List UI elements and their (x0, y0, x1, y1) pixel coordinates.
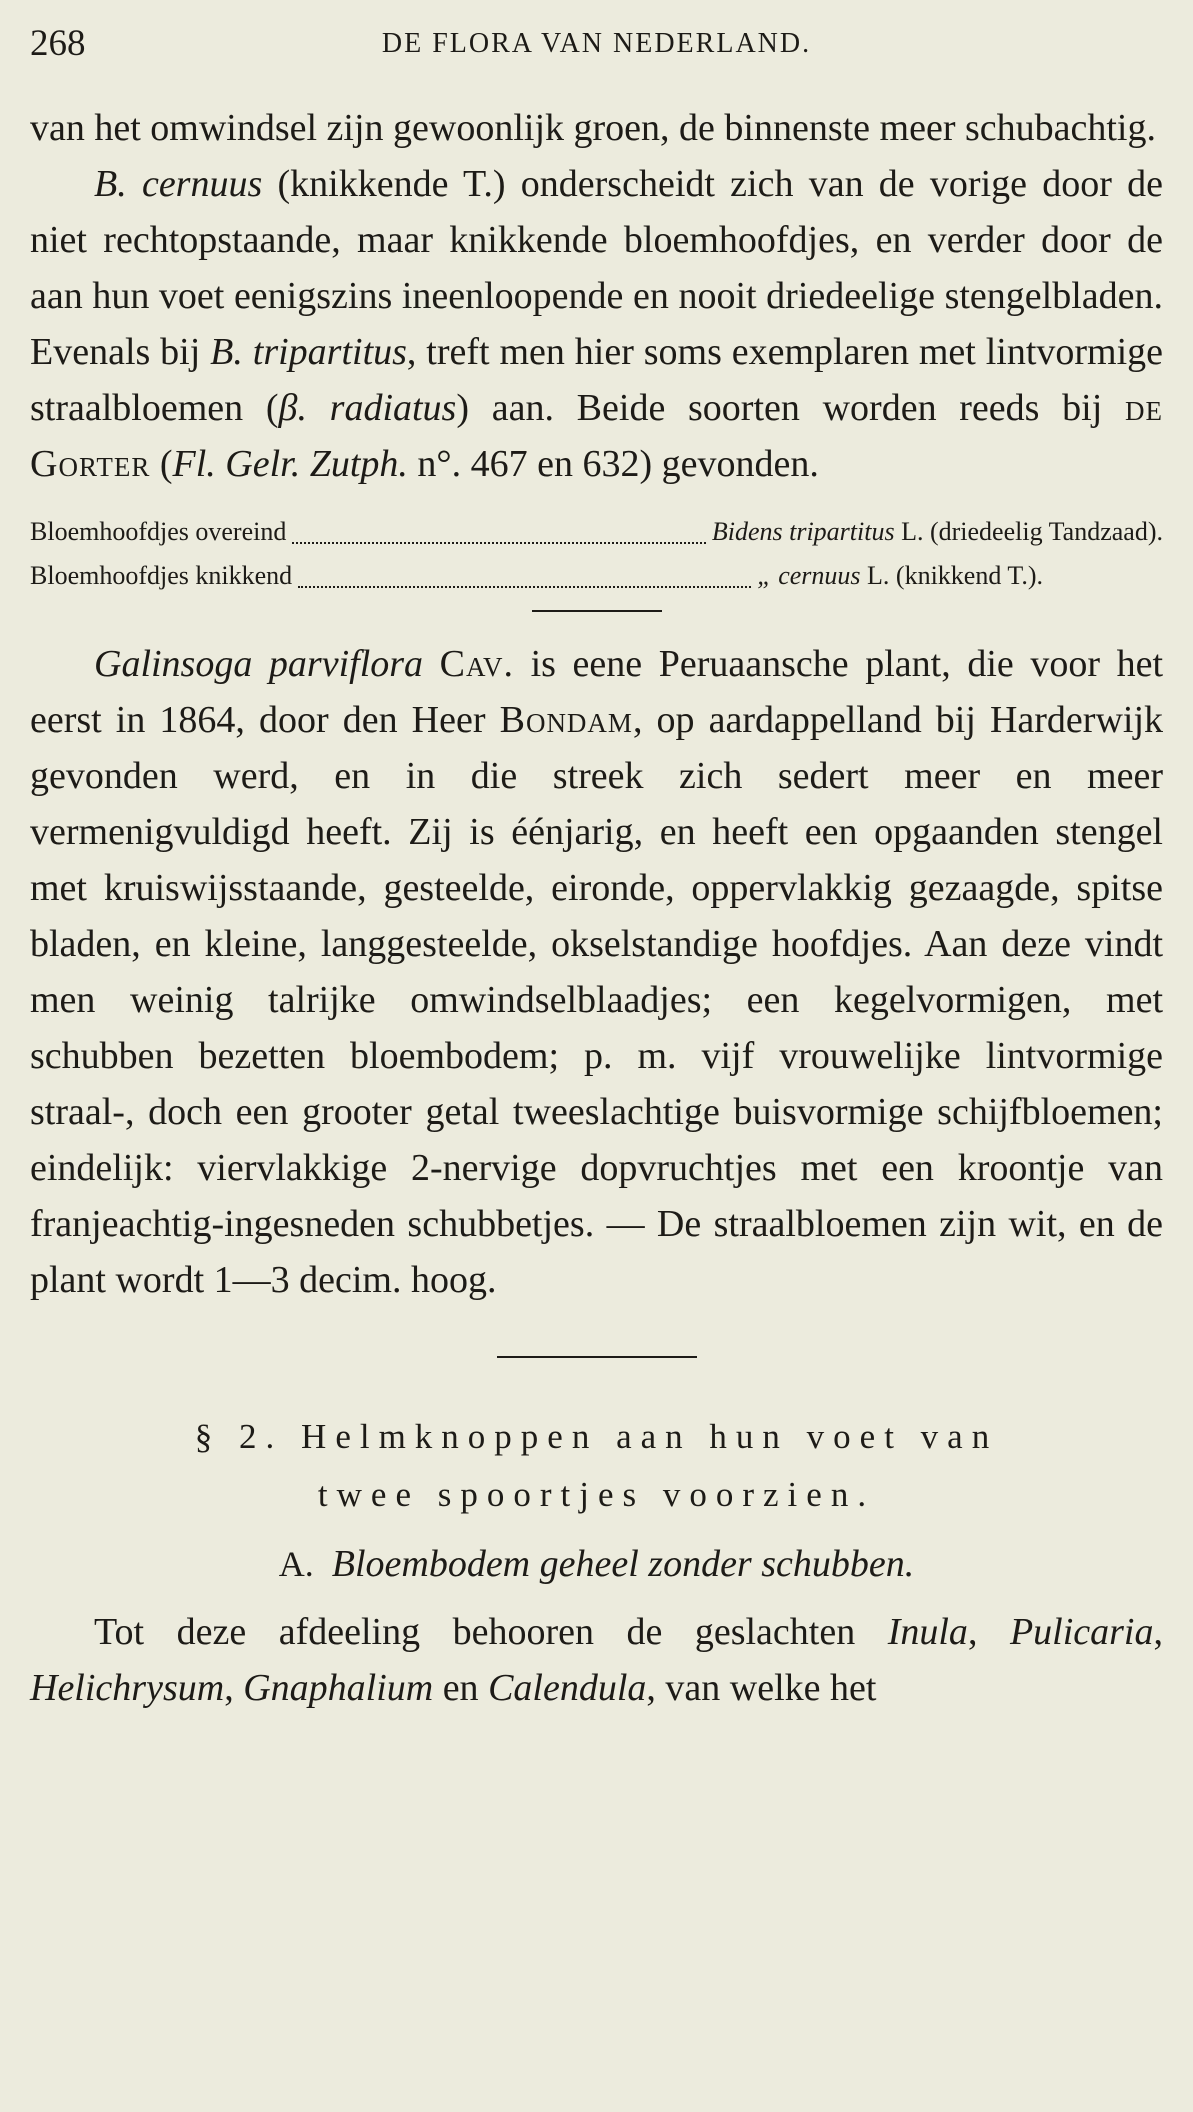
paragraph-text: Tot deze afdeeling behooren de geslachten (94, 1611, 888, 1653)
species-name: Bidens tripartitus (711, 517, 895, 546)
author-name: Cav. (439, 643, 515, 685)
separator: , (224, 1667, 244, 1709)
species-name: B. cernuus (94, 163, 263, 205)
paragraph-text: en (433, 1667, 489, 1709)
key-row (30, 554, 1163, 598)
section-heading-line: § 2. Helmknoppen aan hun voet van (194, 1417, 999, 1456)
work-title: Fl. Gelr. Zutph. (172, 443, 408, 485)
paragraph-text: , treft men hier soms exemplaren met lintvormige straalbloemen ( (30, 331, 1164, 429)
subsection-letter: A. (278, 1544, 314, 1584)
divider-rule (497, 1356, 697, 1358)
separator: , (1153, 1611, 1163, 1653)
key-condition: Bloemhoofdjes knikkend (30, 561, 293, 590)
paragraph-text: ( (150, 443, 173, 485)
genus-name: Calendula (488, 1667, 647, 1709)
page-header (30, 22, 1163, 72)
paragraph-text: n°. 467 en 632) gevonden. (407, 443, 819, 485)
paragraph-text: , op aardappelland bij Harderwijk gevonden werd, en in die streek zich sedert meer en meer vermenigvuldigd heeft. Zij is éénjarig, en heeft een opgaanden stengel met kruiswijsstaande, gesteelde, eironde, oppervlakkig gezaagde, spitse bladen, en kleine, langgesteelde, okselstandige hoofdjes. Aan deze vindt men weinig talrijke omwindselblaadjes; een kegelvormigen, met schubben bezetten bloembodem; p. m. vijf vrouwelijke lintvormige straal-, doch een grooter getal tweeslachtige buisvormige schijfbloemen; eindelijk: viervlakkige 2-nervige dopvruchtjes met een kroontje van franjeachtig-ingesneden schubbetjes. — De straalbloemen zijn wit, en de plant wordt 1—3 decim. hoog. (30, 699, 1164, 1301)
key-result (757, 554, 1163, 598)
page-number: 268 (30, 23, 86, 64)
variety-name: β. radiatus (278, 387, 457, 429)
running-title: DE FLORA VAN NEDERLAND. (381, 28, 812, 59)
paragraph-text: , van welke het (646, 1667, 877, 1709)
paragraph-text: ) aan. Beide soorten worden reeds bij (456, 387, 1125, 429)
genus-name: Pulicaria (1009, 1611, 1154, 1653)
paragraph-genera (30, 1604, 1163, 1716)
species-name: B. tripartitus (210, 331, 407, 373)
key-row (30, 510, 1163, 554)
section-heading-line: twee spoortjes voorzien. (317, 1475, 876, 1514)
species-name: Galinsoga parviflora (94, 643, 424, 685)
author-name: de Gorter (30, 387, 1163, 485)
genus-name: Inula (887, 1611, 968, 1653)
paragraph-text: is eene Peruaansche plant, die voor het eerst in 1864, door den Heer (30, 643, 1163, 741)
page-body (30, 100, 1163, 1716)
separator: , (967, 1611, 1010, 1653)
species-name: „ cernuus (757, 561, 861, 590)
paragraph-continuation (30, 100, 1163, 156)
section-heading (30, 1408, 1163, 1524)
divider-rule (532, 610, 662, 612)
key-result (712, 510, 1163, 554)
subsection-heading (30, 1542, 1163, 1586)
paragraph-text: van het omwindsel zijn gewoonlijk groen, de binnenste meer schubachtig. (30, 107, 1156, 149)
key-common-name: L. (driedeelig Tandzaad). (901, 517, 1163, 546)
genus-name: Gnaphalium (243, 1667, 434, 1709)
key-condition: Bloemhoofdjes overeind (30, 517, 287, 546)
identification-key (30, 510, 1163, 598)
subsection-title: Bloembodem geheel zonder schubben. (331, 1543, 915, 1585)
person-name: Bondam (499, 699, 633, 741)
key-common-name: L. (knikkend T.). (867, 561, 1043, 590)
genus-name: Helichrysum (30, 1667, 225, 1709)
leader-dots (298, 554, 751, 588)
paragraph-galinsoga (30, 636, 1163, 1308)
paragraph-text: (knikkende T.) onderscheidt zich van de vorige door de niet rechtopstaande, maar knikkende bloemhoofdjes, en verder door de aan hun voet eenigszins ineenloopende en nooit driedeelige stengelbladen. Evenals bij (30, 163, 1163, 373)
paragraph-bidens-cernuus (30, 156, 1163, 492)
leader-dots (292, 510, 706, 544)
